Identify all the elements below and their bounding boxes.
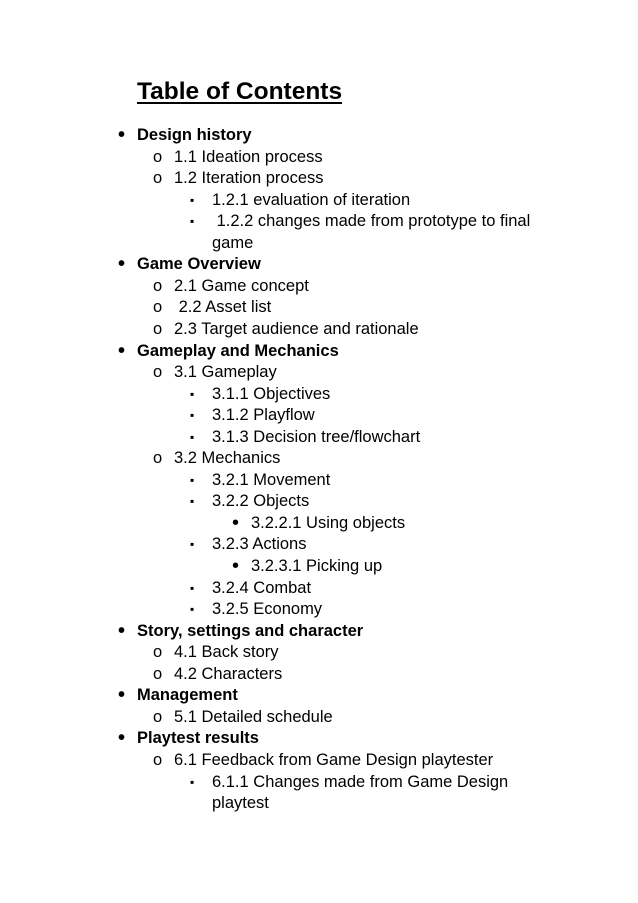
- list-bullet: •: [118, 253, 126, 276]
- toc-subsubsection-text: playtest: [212, 794, 269, 813]
- toc-subsubsection-text: 1.2.1 evaluation of iteration: [212, 190, 411, 209]
- list-bullet: o: [153, 449, 163, 468]
- list-bullet: •: [118, 727, 126, 750]
- toc-section-text: Story, settings and character: [137, 621, 364, 640]
- toc-subsubsection-text: 3.2.1 Movement: [212, 470, 331, 489]
- toc-subsection-text: 4.2 Characters: [174, 664, 283, 683]
- toc-subsection-text: 5.1 Detailed schedule: [174, 707, 333, 726]
- toc-section-text: Management: [137, 686, 238, 705]
- list-bullet: ▪: [190, 537, 195, 552]
- list-bullet: •: [232, 555, 240, 577]
- toc-subsection-text: 1.1 Ideation process: [174, 147, 323, 166]
- toc-subsubsection-text: 3.2.2 Objects: [212, 492, 310, 511]
- toc-subsection-text: 2.1 Game concept: [174, 276, 309, 295]
- list-bullet: •: [118, 124, 126, 146]
- toc-section-text: Game Overview: [137, 255, 261, 274]
- toc-subsubsection-text: 6.1.1 Changes made from Game Design: [212, 772, 509, 791]
- list-bullet: •: [232, 511, 240, 534]
- toc-subsubsubsection-text: 3.2.3.1 Picking up: [251, 557, 383, 575]
- toc-subsubsection-text: 3.2.3 Actions: [212, 535, 307, 554]
- list-bullet: o: [153, 319, 163, 338]
- list-bullet: •: [118, 619, 126, 642]
- list-bullet: o: [153, 363, 163, 382]
- toc-subsection-text: 3.2 Mechanics: [174, 449, 281, 468]
- toc-subsubsection-text: 3.1.1 Objectives: [212, 384, 331, 403]
- list-bullet: o: [153, 169, 163, 188]
- list-bullet: ▪: [190, 472, 195, 487]
- list-bullet: o: [153, 707, 163, 726]
- toc-subsubsubsection-text: 3.2.2.1 Using objects: [251, 513, 406, 532]
- toc-subsubsection-text: game: [212, 233, 254, 252]
- toc-section-text: Playtest results: [137, 729, 259, 748]
- page-title: Table of Contents: [137, 78, 343, 105]
- toc-subsubsection-text: 3.2.5 Economy: [212, 600, 323, 619]
- list-bullet: ▪: [190, 386, 195, 401]
- toc-subsubsection-text: 1.2.2 changes made from prototype to final: [212, 212, 531, 231]
- list-bullet: ▪: [190, 774, 195, 789]
- list-bullet: ▪: [190, 602, 195, 617]
- toc-subsection-text: 4.1 Back story: [174, 643, 279, 662]
- toc-subsubsection-text: 3.1.3 Decision tree/flowchart: [212, 427, 421, 446]
- toc-subsection-text: 6.1 Feedback from Game Design playtester: [174, 750, 494, 769]
- list-bullet: o: [153, 298, 163, 317]
- list-bullet: o: [153, 643, 163, 662]
- toc-subsection-text: 2.3 Target audience and rationale: [174, 319, 419, 338]
- toc-subsubsection-text: 3.2.4 Combat: [212, 578, 312, 597]
- list-bullet: ▪: [190, 429, 195, 444]
- list-bullet: o: [153, 147, 163, 166]
- list-bullet: ▪: [190, 580, 195, 595]
- list-bullet: ▪: [190, 494, 195, 509]
- list-bullet: o: [153, 276, 163, 295]
- list-bullet: ▪: [190, 214, 195, 229]
- list-bullet: •: [118, 339, 126, 362]
- list-bullet: o: [153, 750, 163, 769]
- list-bullet: ▪: [190, 408, 195, 423]
- list-bullet: ▪: [190, 192, 195, 207]
- toc-subsection-text: 2.2 Asset list: [174, 298, 272, 317]
- toc-subsubsection-text: 3.1.2 Playflow: [212, 406, 315, 425]
- toc-subsection-text: 1.2 Iteration process: [174, 169, 324, 188]
- list-bullet: o: [153, 664, 163, 683]
- toc-section-text: Design history: [137, 126, 252, 144]
- toc-subsection-text: 3.1 Gameplay: [174, 363, 277, 382]
- toc-section-text: Gameplay and Mechanics: [137, 341, 339, 360]
- list-bullet: •: [118, 684, 126, 707]
